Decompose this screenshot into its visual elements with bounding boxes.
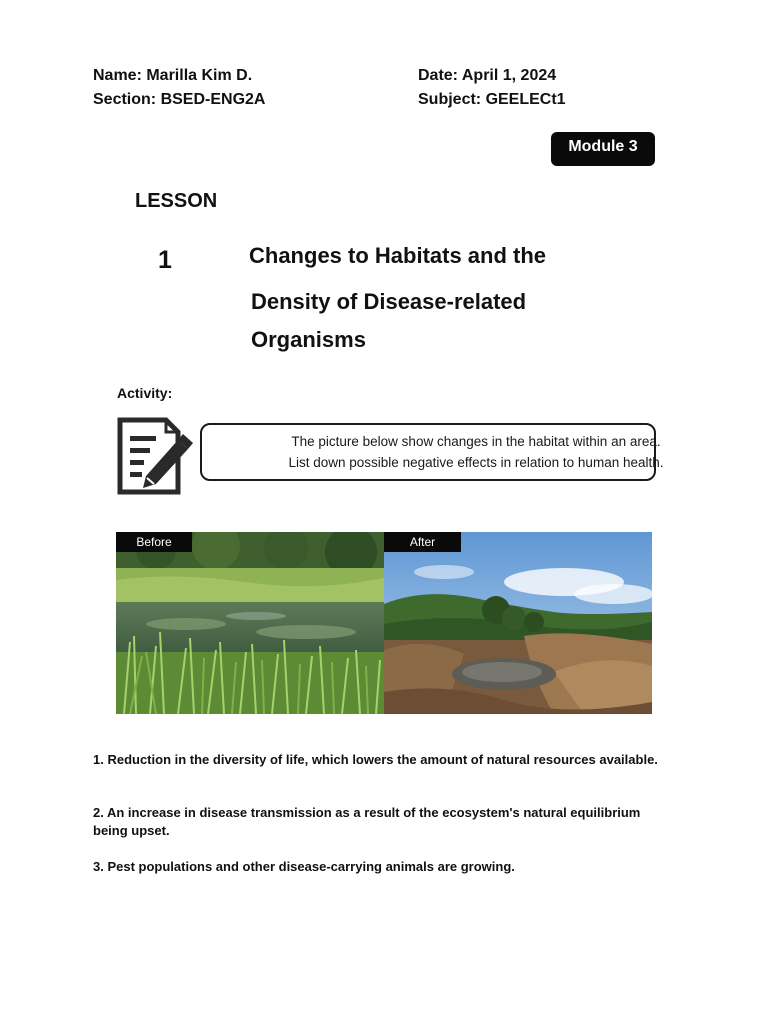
answer-2: 2. An increase in disease transmission as a result of the ecosystem's natural equilibrium being upset.: [93, 805, 641, 838]
document-date: Date: April 1, 2024: [418, 67, 557, 84]
instruction-text: The picture below show changes in the habitat within an area. List down possible negative effects in relation to human health.: [288, 434, 664, 470]
notepad-pen-icon: [116, 416, 194, 496]
lesson-label: LESSON: [135, 190, 218, 212]
before-photo: [116, 532, 384, 714]
student-section: Section: BSED-ENG2A: [93, 91, 266, 108]
after-label: After: [384, 532, 461, 552]
student-name: Name: Marilla Kim D.: [93, 67, 253, 84]
answer-3: 3. Pest populations and other disease-carrying animals are growing.: [93, 859, 515, 874]
after-photo: [384, 532, 652, 714]
lesson-title-line-3: Organisms: [251, 327, 366, 352]
module-badge: Module 3: [551, 132, 655, 166]
lesson-title-line-2: Density of Disease-related: [251, 289, 527, 314]
lesson-title-line-1: Changes to Habitats and the: [249, 243, 547, 268]
before-label: Before: [116, 532, 192, 552]
answer-1: 1. Reduction in the diversity of life, which lowers the amount of natural resources available.: [93, 752, 658, 767]
subject-code: Subject: GEELECt1: [418, 91, 566, 108]
lesson-number: 1: [158, 246, 172, 274]
activity-heading: Activity:: [117, 385, 173, 401]
